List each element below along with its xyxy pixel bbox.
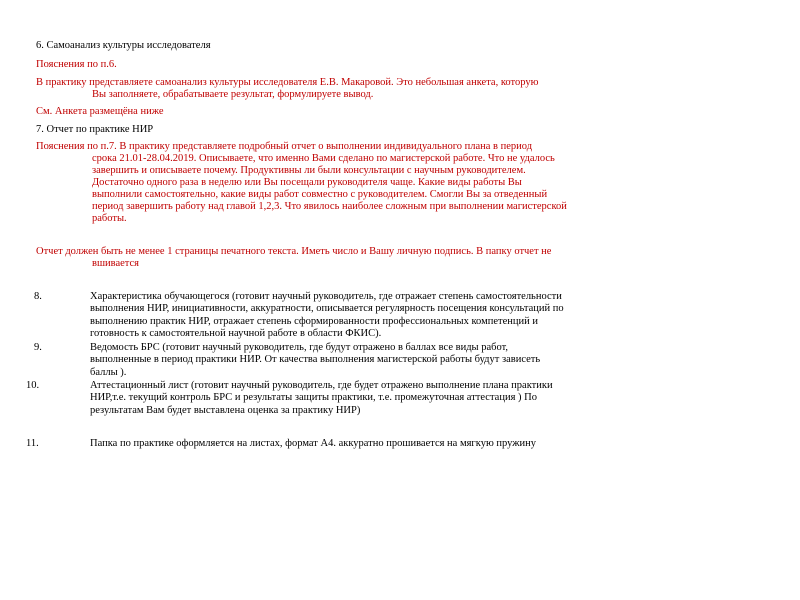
list-item — [90, 380, 750, 417]
list-item-line: выполнения НИР, инициативности, аккуратности, описывается регулярность посещения консультаций по — [90, 303, 564, 315]
list-item — [90, 438, 750, 450]
section-7-requirement-line: вшивается — [92, 258, 140, 269]
section-7-note-line: Достаточно одного раза в неделю или Вы посещали руководителя чаще. Какие виды работы Вы — [92, 177, 522, 188]
list-item-line: выполнению практик НИР, отражает степень сформированности профессиональных компетенций и — [90, 315, 539, 327]
list-item-line: Папка по практике оформляется на листах, формат А4. аккуратно прошивается на мягкую пружину — [90, 438, 536, 449]
list-item-number: 11. — [26, 438, 39, 449]
list-item-line: Характеристика обучающегося (готовит научный руководитель, где отражает степень самостоятельности — [90, 291, 562, 302]
list-item-line: НИР,т.е. текущий контроль БРС и результаты защиты практики, т.е. промежуточная аттестация ) По — [90, 392, 537, 404]
section-6-note-reference: См. Анкета размещёна ниже — [36, 106, 164, 117]
section-6-note-title: Пояснения по п.6. — [36, 59, 117, 70]
list-item-number: 9. — [34, 342, 42, 353]
list-item-number: 8. — [34, 291, 42, 302]
section-7-note-line: срока 21.01-28.04.2019. Описываете, что именно Вами сделано по магистерской работе. Что не удалось — [92, 153, 555, 164]
section-6-note-line: Вы заполняете, обрабатываете результат, формулируете вывод. — [92, 89, 374, 100]
section-7-note-line: период завершить работу над главой 1,2,3. Что явилось наиболее сложным при выполнении магистерской — [92, 201, 567, 212]
section-7-note-line: выполнили самостоятельно, какие виды работ совместно с руководителем. Смогли Вы за отведенный — [92, 189, 548, 200]
list-item-line: готовность к самостоятельной научной работе в области ФКИС). — [90, 328, 382, 340]
list-item-number: 10. — [26, 380, 40, 391]
list-item-line: баллы ). — [90, 366, 127, 378]
section-7-note-line: завершить и описываете почему. Продуктивны ли были консультации с научным руководителем. — [92, 165, 526, 176]
list-item-line: выполненные в период практики НИР. От качества выполнения магистерской работы будут зависеть — [90, 354, 541, 366]
list-item-line: результатам Вам будет выставлена оценка за практику НИР) — [90, 404, 361, 416]
list-item — [90, 291, 750, 341]
list-item-line: Ведомость БРС (готовит научный руководитель, где будут отражено в баллах все виды работ, — [90, 342, 509, 353]
section-7-requirement-line: Отчет должен быть не менее 1 страницы печатного текста. Иметь число и Вашу личную подпись. В папку отчет не — [36, 246, 552, 257]
section-6-title: 6. Самоанализ культуры исследователя — [36, 40, 211, 51]
list-item — [90, 342, 750, 379]
list-item-line: Аттестационный лист (готовит научный руководитель, где будет отражено выполнение плана практики — [90, 380, 553, 391]
section-7-note-line: работы. — [92, 213, 127, 224]
section-7-title: 7. Отчет по практике НИР — [36, 124, 154, 135]
section-7-note-line: Пояснения по п.7. В практику представляете подробный отчет о выполнении индивидуального плана в период — [36, 141, 533, 152]
section-6-note-line: В практику представляете самоанализ культуры исследователя Е.В. Макаровой. Это небольшая анкета, которую — [36, 77, 539, 88]
